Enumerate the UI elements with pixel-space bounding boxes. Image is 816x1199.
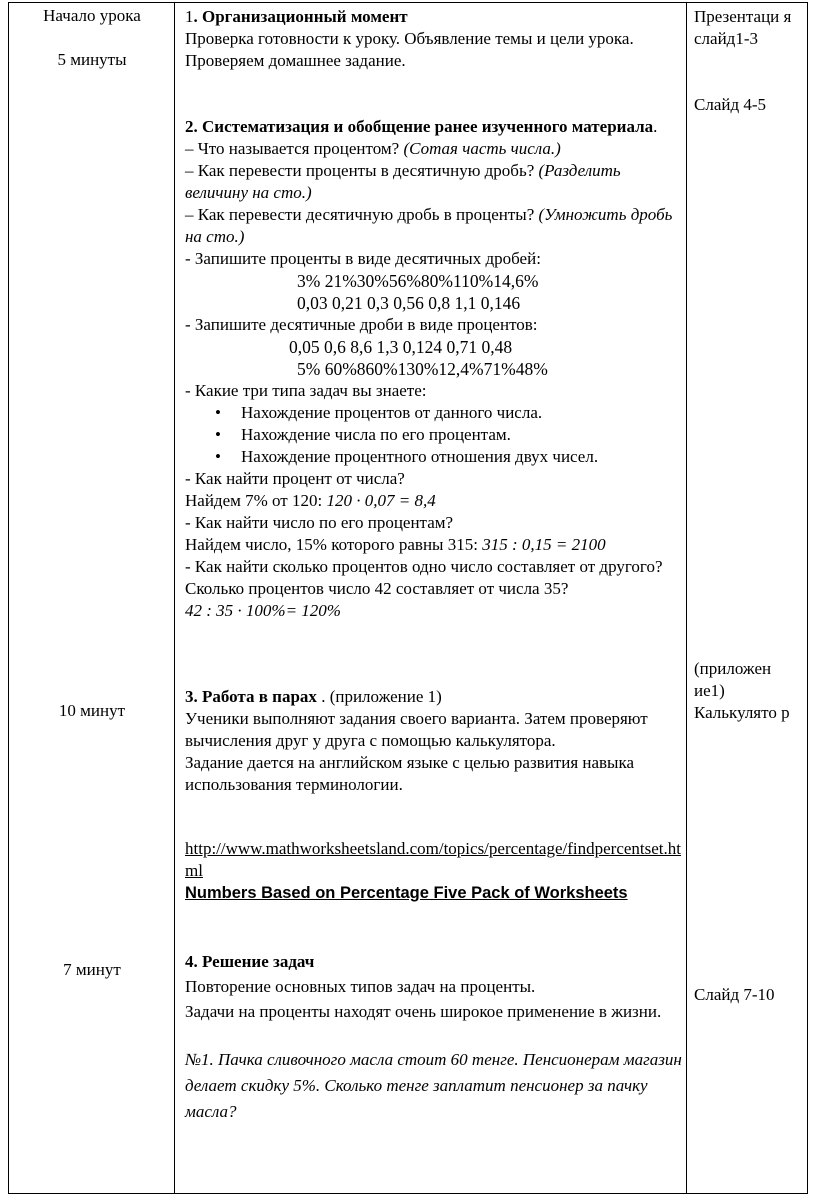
percent-row: 5% 60%860%130%12,4%71%48% [297,359,548,379]
question-line: – Как перевести проценты в десятичную дробь? (Разделить величину на сто.) [185,161,621,202]
resource-calculator: (приложен ие1) Калькулято р [694,659,790,722]
column-divider [686,2,687,1194]
example-answer: 42 : 35 · 100%= 120% [185,601,341,620]
question-line: - Как найти сколько процентов одно число составляет от другого? [185,557,663,576]
decimal-row: 0,05 0,6 8,6 1,3 0,124 0,71 0,48 [289,337,513,357]
task-line: - Какие три типа задач вы знаете: [185,381,427,400]
question-line: - Как найти число по его процентам? [185,513,454,532]
question-line: – Что называется процентом? (Сотая часть числа.) [185,139,561,158]
section-4-line: Повторение основных типов задач на проценты. [185,977,536,996]
list-item: • Нахождение числа по его процентам. [241,424,685,446]
problem-1: №1. Пачка сливочного масла стоит 60 тенге. Пенсионерам магазин делает скидку 5%. Сколько тенге заплатит пенсионер за пачку масла? [185,1050,682,1121]
time-5-min: 5 минуты [57,50,127,69]
section-1-heading: 1. Организационный момент [185,7,408,26]
time-7-min: 7 минут [63,960,121,979]
section-4-line: Задачи на проценты находят очень широкое применение в жизни. [185,1002,662,1021]
section-review [185,116,685,622]
lesson-start: Начало урока [43,6,141,25]
section-3-heading: 3. Работа в парах . (приложение 1) [185,687,442,706]
section-problems [185,950,685,1125]
percent-row: 3% 21%30%56%80%110%14,6% [297,271,539,291]
time-10-min: 10 минут [58,701,126,720]
task-types-list [185,402,685,468]
resource-slide-4-5: Слайд 4-5 [694,95,767,114]
worksheet-title[interactable]: Numbers Based on Percentage Five Pack of Worksheets [185,884,628,902]
section-pair-work [185,686,685,796]
example-line: Сколько процентов число 42 составляет от числа 35? [185,579,569,598]
question-line: - Как найти процент от числа? [185,469,405,488]
resource-presentation: Презентаци я слайд1-3 [694,7,792,48]
worksheet-link[interactable] [185,838,685,882]
section-1-line: Проверяем домашнее задание. [185,51,406,70]
section-2-heading: 2. Систематизация и обобщение ранее изученного материала. [185,117,658,136]
column-divider [174,2,175,1194]
task-line: - Запишите десятичные дроби в виде процентов: [185,315,538,334]
task-line: - Запишите проценты в виде десятичных дробей: [185,249,541,268]
list-item: • Нахождение процентного отношения двух чисел. [241,446,685,468]
worksheet-url[interactable]: http://www.mathworksheetsland.com/topics/percentage/findpercentset.html [185,839,682,880]
resource-slide-7-10: Слайд 7-10 [694,985,775,1004]
example-line: Найдем 7% от 120: 120 · 0,07 = 8,4 [185,491,436,510]
section-1-line: Проверка готовности к уроку. Объявление темы и цели урока. [185,29,634,48]
worksheet-title-link[interactable] [185,882,685,905]
example-line: Найдем число, 15% которого равны 315: 315 : 0,15 = 2100 [185,535,606,554]
section-3-line: Задание дается на английском языке с целью развития навыка использования терминологии. [185,753,635,794]
decimal-row: 0,03 0,21 0,3 0,56 0,8 1,1 0,146 [297,293,521,313]
section-4-heading: 4. Решение задач [185,952,315,971]
section-3-line: Ученики выполняют задания своего варианта. Затем проверяют вычисления друг у друга с помощью калькулятора. [185,709,648,750]
question-line: – Как перевести десятичную дробь в проценты? (Умножить дробь на сто.) [185,205,673,246]
list-item: • Нахождение процентов от данного числа. [241,402,685,424]
section-organizational [185,6,685,72]
